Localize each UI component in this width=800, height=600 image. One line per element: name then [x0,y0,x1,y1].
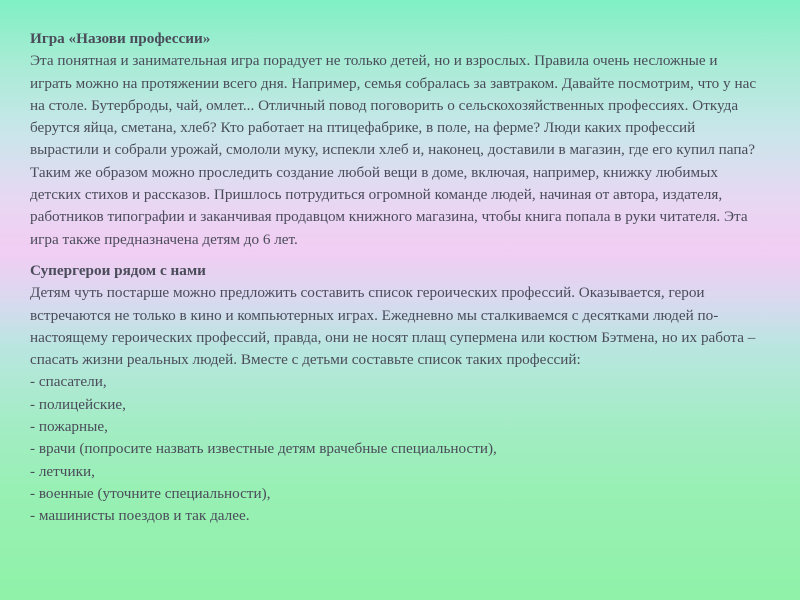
section-text: Эта понятная и занимательная игра порадует не только детей, но и взрослых. Правила очень несложные и играть можно на протяжении всего дня. Например, семья собралась за завтраком. Давайте посмотрим, что у нас на столе. Бутерброды, чай, омлет... Отличный повод поговорить о сельскохозяйственных профессиях. Откуда берутся яйца, сметана, хлеб? Кто работает на птицефабрике, в поле, на ферме? Люди каких профессий вырастили и собрали урожай, смололи муку, испекли хлеб и, наконец, доставили в магазин, где его купил папа? Таким же образом можно проследить создание любой вещи в доме, включая, например, книжку любимых детских стихов и рассказов. Пришлось потрудиться огромной команде людей, начиная от автора, издателя, работников типографии и заканчивая продавцом книжного магазина, чтобы книга попала в руки читателя. Эта игра также предназначена детям до 6 лет. [30,52,757,248]
list-item: - пожарные, [30,418,108,436]
list-item: - военные (уточните специальности), [30,484,271,502]
section-text: Детям чуть постарше можно предложить составить список героических профессий. Оказывается, герои встречаются не только в кино и компьютерных играх. Ежедневно мы сталкиваемся с десятками людей по-настоящему героических профессий, правда, они не носят плащ супермена или костюм Бэтмена, но их работа – спасать жизни реальных людей. Вместе с детьми составьте список таких профессий: [30,284,756,369]
list-item: - машинисты поездов и так далее. [30,507,250,525]
list-item: - полицейские, [30,395,126,413]
section-title: Супергерои рядом с нами [30,261,206,279]
section-game-name-professions [30,28,758,251]
slide-content [30,28,758,528]
section-superheroes [30,260,758,528]
professions-list [30,371,758,527]
list-item: - врачи (попросите назвать известные детям врачебные специальности), [30,440,497,458]
section-title: Игра «Назови профессии» [30,30,211,47]
list-item: - спасатели, [30,373,107,391]
list-item: - летчики, [30,462,95,480]
